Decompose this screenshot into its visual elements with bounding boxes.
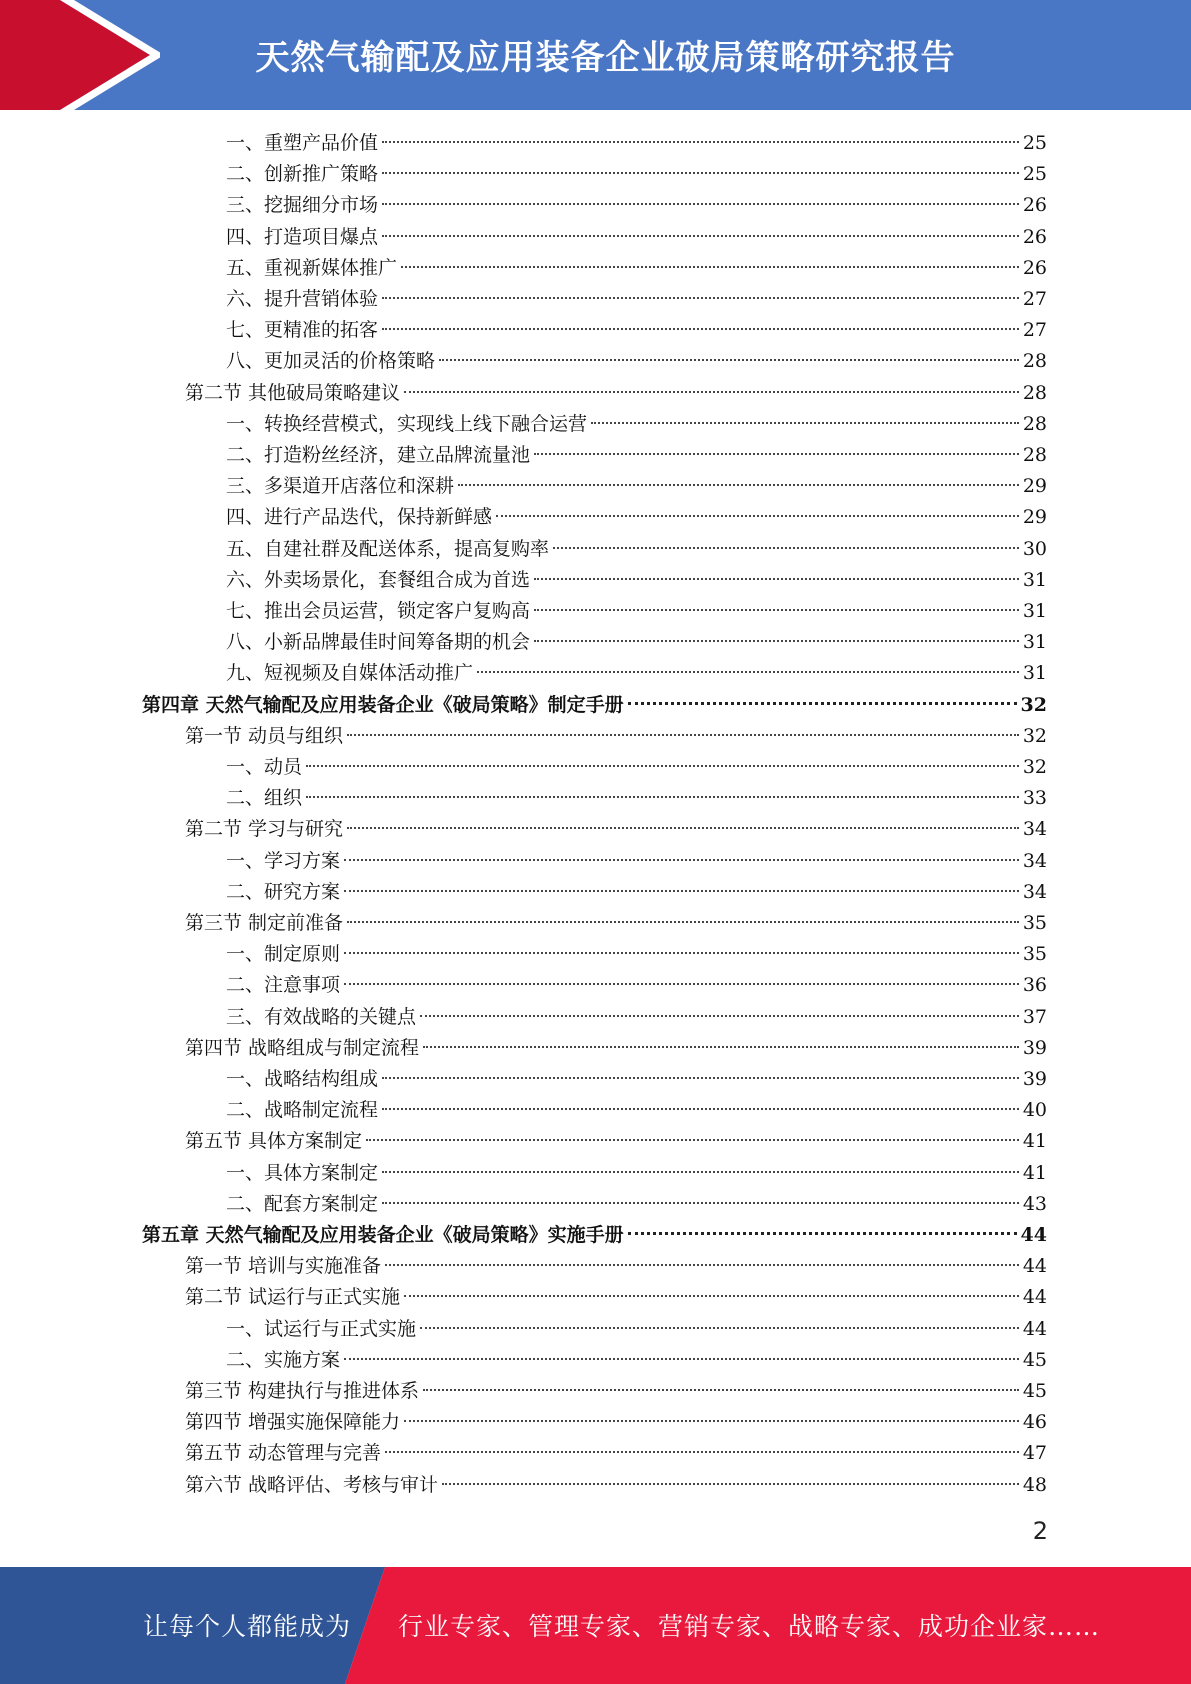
toc-dot-leader	[347, 827, 1019, 829]
toc-subsection-entry[interactable]	[226, 159, 1047, 190]
toc-subsection-entry[interactable]	[226, 409, 1047, 440]
toc-entry-label: 第二节 试运行与正式实施	[185, 1286, 401, 1309]
toc-dot-leader	[534, 578, 1019, 580]
toc-subsection-entry[interactable]	[226, 596, 1047, 627]
toc-entry-label: 一、学习方案	[226, 849, 341, 872]
toc-entry-page: 41	[1022, 1161, 1047, 1184]
toc-dot-leader	[628, 1232, 1017, 1235]
toc-dot-leader	[439, 359, 1019, 361]
toc-dot-leader	[382, 1077, 1019, 1079]
toc-entry-page: 25	[1022, 163, 1047, 186]
toc-subsection-entry[interactable]	[226, 939, 1047, 970]
toc-entry-page: 36	[1022, 974, 1047, 997]
toc-entry-label: 第五章 天然气输配及应用装备企业《破局策略》实施手册	[142, 1224, 624, 1246]
toc-entry-label: 四、打造项目爆点	[226, 225, 379, 248]
toc-entry-label: 六、提升营销体验	[226, 288, 379, 310]
toc-entry-page: 43	[1022, 1192, 1047, 1215]
toc-subsection-entry[interactable]	[226, 1002, 1047, 1033]
toc-chapter-entry[interactable]	[142, 1220, 1047, 1251]
toc-entry-page: 37	[1022, 1005, 1047, 1028]
toc-entry-page: 44	[1022, 1317, 1047, 1340]
toc-entry-label: 第三节 构建执行与推进体系	[185, 1380, 420, 1402]
toc-entry-label: 七、推出会员运营，锁定客户复购高	[226, 600, 531, 622]
toc-entry-page: 45	[1022, 1348, 1047, 1371]
toc-entry-label: 二、组织	[226, 787, 303, 810]
toc-dot-leader	[404, 1420, 1019, 1422]
toc-entry-page: 35	[1022, 943, 1047, 966]
toc-entry-label: 一、战略结构组成	[226, 1068, 379, 1090]
toc-entry-page: 46	[1022, 1411, 1047, 1434]
toc-dot-leader	[496, 515, 1019, 517]
toc-entry-page: 26	[1022, 256, 1047, 279]
toc-entry-page: 44	[1020, 1224, 1047, 1246]
toc-subsection-entry[interactable]	[226, 502, 1047, 533]
toc-entry-label: 二、配套方案制定	[226, 1192, 379, 1215]
toc-dot-leader	[347, 921, 1019, 923]
toc-entry-label: 四、进行产品迭代，保持新鲜感	[226, 506, 493, 529]
toc-entry-label: 七、更精准的拓客	[226, 319, 379, 342]
toc-subsection-entry[interactable]	[226, 627, 1047, 658]
toc-entry-page: 32	[1022, 756, 1047, 778]
toc-dot-leader	[382, 141, 1019, 143]
toc-entry-page: 31	[1022, 568, 1047, 591]
toc-entry-page: 32	[1022, 724, 1047, 747]
toc-entry-page: 25	[1022, 132, 1047, 154]
toc-section-entry[interactable]	[185, 721, 1047, 752]
toc-section-entry[interactable]	[185, 1376, 1047, 1407]
toc-entry-page: 35	[1022, 912, 1047, 934]
toc-entry-label: 一、试运行与正式实施	[226, 1317, 417, 1340]
report-title: 天然气输配及应用装备企业破局策略研究报告	[255, 38, 956, 78]
toc-dot-leader	[534, 453, 1019, 455]
toc-dot-leader	[344, 952, 1019, 954]
toc-subsection-entry[interactable]	[226, 346, 1047, 377]
toc-subsection-entry[interactable]	[226, 1064, 1047, 1095]
toc-entry-label: 二、创新推广策略	[226, 163, 379, 186]
toc-entry-label: 三、有效战略的关键点	[226, 1005, 417, 1028]
toc-entry-label: 第一节 动员与组织	[185, 724, 344, 747]
toc-entry-page: 47	[1022, 1442, 1047, 1465]
toc-section-entry[interactable]	[185, 1407, 1047, 1438]
toc-entry-label: 三、多渠道开店落位和深耕	[226, 475, 455, 498]
toc-subsection-entry[interactable]	[226, 846, 1047, 877]
toc-subsection-entry[interactable]	[226, 284, 1047, 315]
toc-entry-page: 44	[1022, 1286, 1047, 1309]
toc-subsection-entry[interactable]	[226, 1345, 1047, 1376]
toc-chapter-entry[interactable]	[142, 690, 1047, 721]
toc-dot-leader	[458, 484, 1019, 486]
toc-subsection-entry[interactable]	[226, 752, 1047, 783]
toc-entry-label: 一、转换经营模式，实现线上线下融合运营	[226, 412, 588, 435]
toc-dot-leader	[382, 235, 1019, 237]
toc-dot-leader	[442, 1483, 1019, 1485]
toc-section-entry[interactable]	[185, 908, 1047, 939]
toc-dot-leader	[382, 328, 1019, 330]
toc-entry-label: 第五节 动态管理与完善	[185, 1442, 382, 1465]
toc-subsection-entry[interactable]	[226, 128, 1047, 159]
toc-subsection-entry[interactable]	[226, 877, 1047, 908]
toc-entry-page: 26	[1022, 225, 1047, 248]
toc-dot-leader	[366, 1139, 1019, 1141]
toc-entry-page: 29	[1022, 475, 1047, 498]
toc-dot-leader	[534, 640, 1019, 642]
toc-entry-page: 31	[1022, 631, 1047, 654]
toc-entry-page: 28	[1022, 381, 1047, 404]
toc-entry-label: 第六节 战略评估、考核与审计	[185, 1473, 439, 1496]
toc-entry-page: 30	[1022, 537, 1047, 560]
toc-dot-leader	[344, 1358, 1019, 1360]
toc-dot-leader	[344, 890, 1019, 892]
toc-section-entry[interactable]	[185, 1438, 1047, 1469]
toc-dot-leader	[306, 765, 1019, 767]
toc-subsection-entry[interactable]	[226, 565, 1047, 596]
toc-subsection-entry[interactable]	[226, 970, 1047, 1001]
toc-dot-leader	[423, 1389, 1019, 1391]
toc-section-entry[interactable]	[185, 1470, 1047, 1501]
toc-subsection-entry[interactable]	[226, 534, 1047, 565]
toc-dot-leader	[477, 671, 1019, 673]
toc-entry-page: 39	[1022, 1068, 1047, 1090]
toc-entry-label: 五、自建社群及配送体系，提高复购率	[226, 537, 550, 560]
toc-entry-label: 八、更加灵活的价格策略	[226, 350, 436, 373]
toc-entry-label: 九、短视频及自媒体活动推广	[226, 662, 474, 685]
toc-entry-page: 28	[1022, 350, 1047, 373]
toc-entry-label: 二、打造粉丝经济，建立品牌流量池	[226, 444, 531, 466]
toc-section-entry[interactable]	[185, 1282, 1047, 1313]
toc-subsection-entry[interactable]	[226, 658, 1047, 689]
toc-dot-leader	[382, 203, 1019, 205]
toc-subsection-entry[interactable]	[226, 440, 1047, 471]
toc-subsection-entry[interactable]	[226, 190, 1047, 221]
toc-entry-page: 34	[1022, 849, 1047, 872]
toc-dot-leader	[420, 1015, 1019, 1017]
toc-subsection-entry[interactable]	[226, 1314, 1047, 1345]
toc-entry-page: 34	[1022, 880, 1047, 903]
toc-entry-label: 二、战略制定流程	[226, 1099, 379, 1122]
toc-subsection-entry[interactable]	[226, 1189, 1047, 1220]
toc-entry-page: 28	[1022, 412, 1047, 435]
toc-entry-page: 26	[1022, 194, 1047, 217]
toc-section-entry[interactable]	[185, 1126, 1047, 1157]
toc-dot-leader	[404, 391, 1019, 393]
header-band	[0, 0, 1191, 110]
toc-entry-label: 一、重塑产品价值	[226, 132, 379, 154]
toc-entry-page: 28	[1022, 444, 1047, 466]
toc-entry-label: 第二节 其他破局策略建议	[185, 381, 401, 404]
toc-subsection-entry[interactable]	[226, 471, 1047, 502]
toc-entry-label: 五、重视新媒体推广	[226, 256, 398, 279]
toc-dot-leader	[385, 1264, 1019, 1266]
toc-entry-page: 45	[1022, 1380, 1047, 1402]
toc-entry-label: 八、小新品牌最佳时间筹备期的机会	[226, 631, 531, 654]
toc-entry-label: 一、具体方案制定	[226, 1161, 379, 1184]
footer-band	[0, 1567, 1191, 1684]
toc-section-entry[interactable]	[185, 1033, 1047, 1064]
toc-dot-leader	[628, 702, 1017, 705]
toc-entry-page: 39	[1022, 1036, 1047, 1059]
toc-entry-label: 三、挖掘细分市场	[226, 194, 379, 217]
toc-entry-label: 第四章 天然气输配及应用装备企业《破局策略》制定手册	[142, 693, 624, 716]
toc-dot-leader	[591, 422, 1019, 424]
footer-slogan-right: 行业专家、管理专家、营销专家、战略专家、成功企业家……	[398, 1612, 1101, 1641]
toc-entry-label: 一、动员	[226, 756, 303, 778]
toc-entry-page: 40	[1022, 1099, 1047, 1122]
toc-subsection-entry[interactable]	[226, 1095, 1047, 1126]
toc-entry-label: 一、制定原则	[226, 943, 341, 966]
toc-entry-page: 27	[1022, 319, 1047, 342]
toc-entry-label: 二、研究方案	[226, 880, 341, 903]
toc-subsection-entry[interactable]	[226, 315, 1047, 346]
toc-entry-label: 第四节 战略组成与制定流程	[185, 1036, 420, 1059]
toc-entry-page: 41	[1022, 1130, 1047, 1153]
toc-dot-leader	[347, 734, 1019, 736]
toc-entry-label: 二、实施方案	[226, 1348, 341, 1371]
toc-subsection-entry[interactable]	[226, 1158, 1047, 1189]
toc-entry-label: 六、外卖场景化，套餐组合成为首选	[226, 568, 531, 591]
toc-entry-page: 27	[1022, 288, 1047, 310]
toc-dot-leader	[385, 1451, 1019, 1453]
toc-section-entry[interactable]	[185, 1251, 1047, 1282]
toc-entry-label: 二、注意事项	[226, 974, 341, 997]
toc-dot-leader	[382, 172, 1019, 174]
toc-section-entry[interactable]	[185, 814, 1047, 845]
toc-entry-page: 31	[1022, 600, 1047, 622]
toc-dot-leader	[382, 1171, 1019, 1173]
toc-dot-leader	[306, 796, 1019, 798]
toc-dot-leader	[344, 983, 1019, 985]
toc-entry-label: 第四节 增强实施保障能力	[185, 1411, 401, 1434]
toc-entry-page: 29	[1022, 506, 1047, 529]
toc-dot-leader	[382, 1108, 1019, 1110]
toc-dot-leader	[404, 1295, 1019, 1297]
toc-entry-page: 31	[1022, 662, 1047, 685]
toc-subsection-entry[interactable]	[226, 222, 1047, 253]
toc-dot-leader	[534, 609, 1019, 611]
toc-dot-leader	[423, 1046, 1019, 1048]
toc-dot-leader	[401, 266, 1019, 268]
toc-entry-page: 44	[1022, 1255, 1047, 1278]
toc-entry-label: 第三节 制定前准备	[185, 912, 344, 934]
footer-slogan-left: 让每个人都能成为	[143, 1612, 352, 1641]
toc-entry-page: 33	[1022, 787, 1047, 810]
toc-entry-page: 48	[1022, 1473, 1047, 1496]
toc-entry-page: 34	[1022, 818, 1047, 841]
toc-dot-leader	[344, 859, 1019, 861]
toc-dot-leader	[553, 547, 1019, 549]
toc-subsection-entry[interactable]	[226, 253, 1047, 284]
toc-entry-label: 第五节 具体方案制定	[185, 1130, 363, 1153]
toc-entry-label: 第一节 培训与实施准备	[185, 1255, 382, 1278]
toc-subsection-entry[interactable]	[226, 783, 1047, 814]
page-number: 2	[1032, 1517, 1048, 1545]
toc-dot-leader	[382, 297, 1019, 299]
toc-dot-leader	[382, 1202, 1019, 1204]
toc-dot-leader	[420, 1327, 1019, 1329]
toc-entry-label: 第二节 学习与研究	[185, 818, 344, 841]
toc-section-entry[interactable]	[185, 378, 1047, 409]
toc-entry-page: 32	[1020, 693, 1047, 716]
